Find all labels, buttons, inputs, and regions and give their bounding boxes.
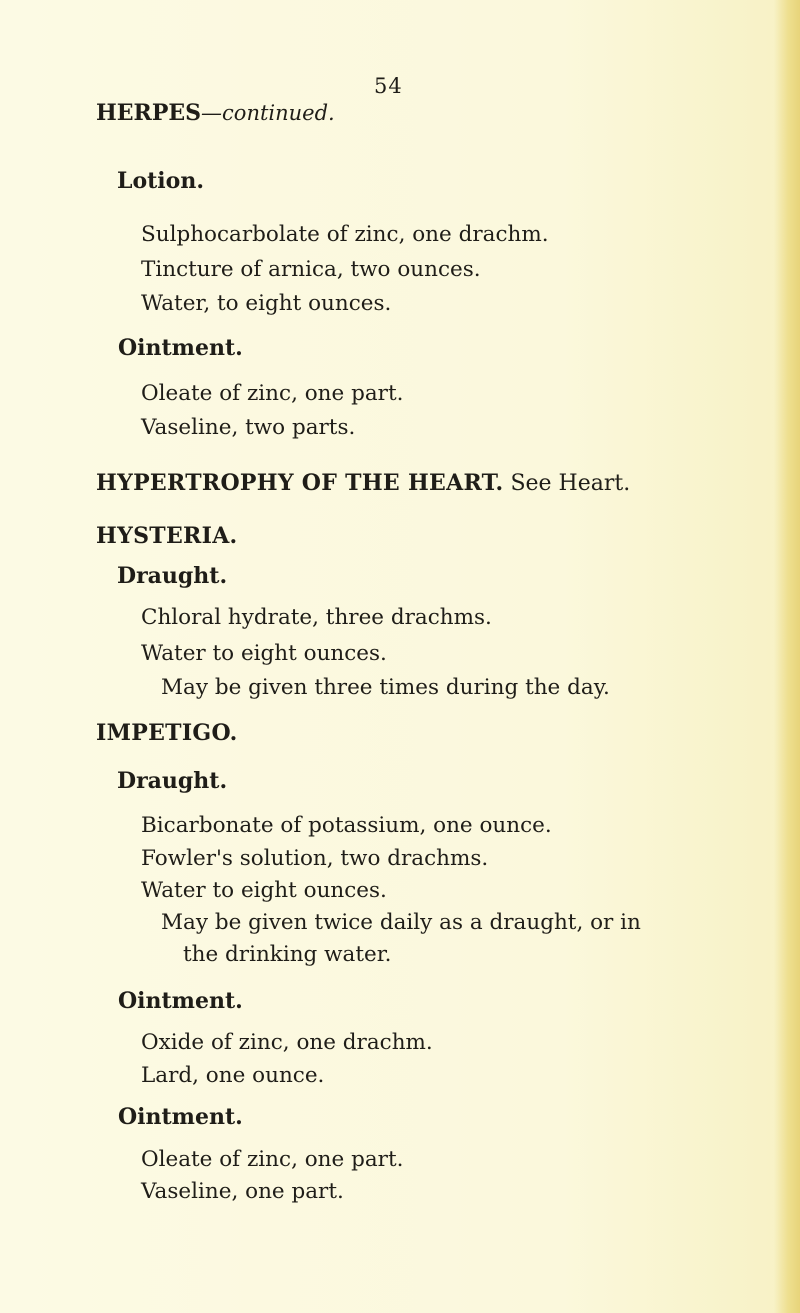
impetigo-draught-item-1: Bicarbonate of potassium, one ounce. [141, 813, 552, 838]
page-number: 54 [374, 74, 403, 98]
hysteria-draught-item-2: Water to eight ounces. [141, 641, 387, 666]
impetigo-ointment-1-heading: Ointment. [118, 988, 243, 1014]
herpes-lotion-item-1: Sulphocarbolate of zinc, one drachm. [141, 222, 549, 247]
hysteria-title: HYSTERIA. [96, 523, 238, 549]
herpes-ointment-item-1: Oleate of zinc, one part. [141, 381, 404, 406]
impetigo-ointment-1-item-2: Lard, one ounce. [141, 1063, 325, 1088]
herpes-ointment-heading: Ointment. [118, 335, 243, 361]
impetigo-draught-heading: Draught. [117, 768, 228, 794]
impetigo-draught-note-line-1: May be given twice daily as a draught, or in [161, 910, 641, 935]
impetigo-draught-item-3: Water to eight ounces. [141, 878, 387, 903]
impetigo-ointment-2-item-1: Oleate of zinc, one part. [141, 1147, 404, 1172]
running-head-title: HERPES [96, 100, 202, 126]
herpes-lotion-item-2: Tincture of arnica, two ounces. [141, 257, 481, 282]
page-edge-shading [774, 0, 800, 1313]
hysteria-draught-heading: Draught. [117, 563, 228, 589]
impetigo-draught-item-2: Fowler's solution, two drachms. [141, 846, 489, 871]
impetigo-title: IMPETIGO. [96, 720, 238, 746]
impetigo-ointment-2-heading: Ointment. [118, 1104, 243, 1130]
running-head-continued: —continued. [201, 101, 335, 125]
hysteria-draught-note: May be given three times during the day. [161, 675, 610, 700]
running-head [96, 100, 335, 126]
hypertrophy-cross-reference: See Heart. [510, 471, 631, 496]
herpes-lotion-item-3: Water, to eight ounces. [141, 291, 392, 316]
impetigo-ointment-1-item-1: Oxide of zinc, one drachm. [141, 1030, 433, 1055]
hysteria-draught-item-1: Chloral hydrate, three drachms. [141, 605, 492, 630]
herpes-ointment-item-2: Vaseline, two parts. [141, 415, 356, 440]
impetigo-draught-note-line-2: the drinking water. [183, 942, 392, 967]
hypertrophy-title: HYPERTROPHY OF THE HEART. [96, 470, 504, 496]
impetigo-ointment-2-item-2: Vaseline, one part. [141, 1179, 344, 1204]
hypertrophy-entry [96, 470, 630, 496]
herpes-lotion-heading: Lotion. [117, 168, 204, 194]
